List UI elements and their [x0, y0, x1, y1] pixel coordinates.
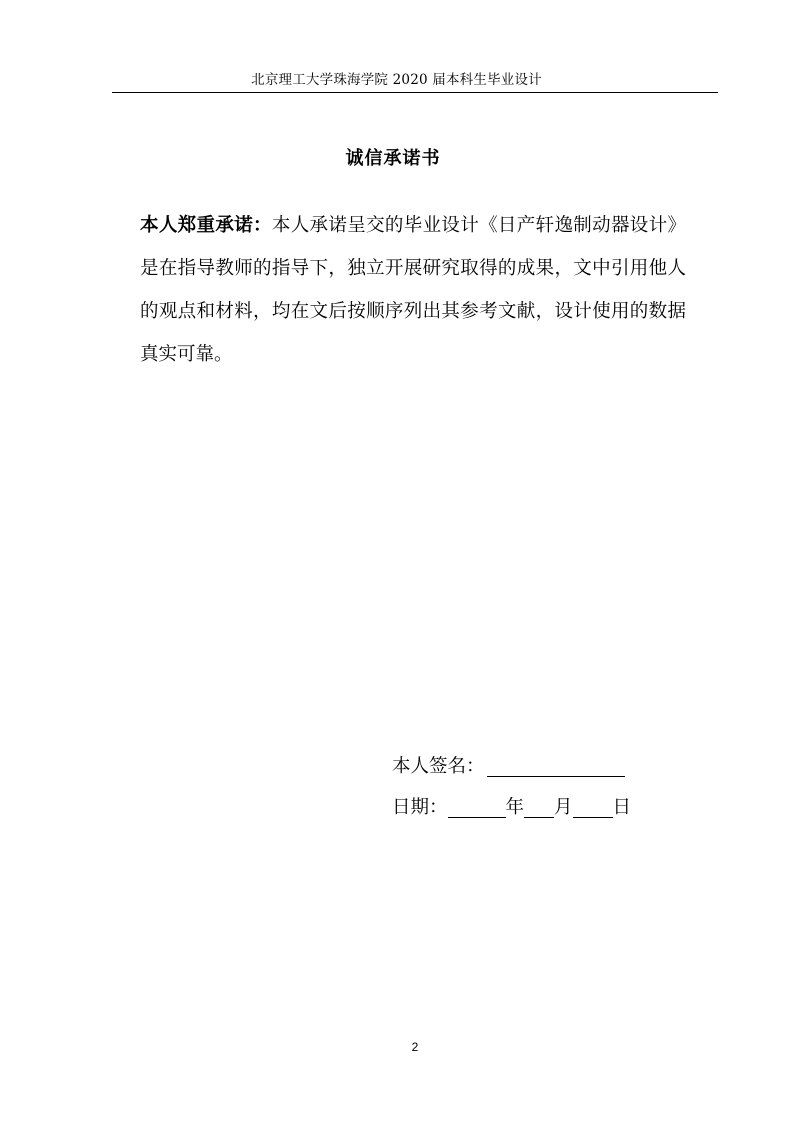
year-label: 年: [505, 797, 525, 818]
month-blank: [524, 797, 554, 818]
month-label: 月: [554, 797, 573, 818]
signature-label: 本人签名：: [392, 756, 485, 777]
pledge-paragraph: [140, 204, 686, 376]
day-label: 日: [612, 797, 632, 818]
header-rule: [112, 92, 718, 93]
date-row: [392, 795, 631, 821]
running-header: 北京理工大学珠海学院 2020 届本科生毕业设计: [251, 72, 542, 88]
page-title: 诚信承诺书: [345, 148, 441, 169]
pledge-lead: 本人郑重承诺：: [140, 215, 272, 236]
pledge-text: 本人承诺呈交的毕业设计《日产轩逸制动器设计》是在指导教师的指导下，独立开展研究取得的成果，文中引用他人的观点和材料，均在文后按顺序列出其参考文献，设计使用的数据真实可靠。: [140, 215, 686, 365]
date-label: 日期：: [392, 797, 448, 818]
signature-blank: [487, 756, 625, 777]
page-number: 2: [411, 1040, 419, 1054]
day-blank: [573, 797, 613, 818]
signature-row: [392, 754, 625, 780]
year-blank: [448, 797, 506, 818]
